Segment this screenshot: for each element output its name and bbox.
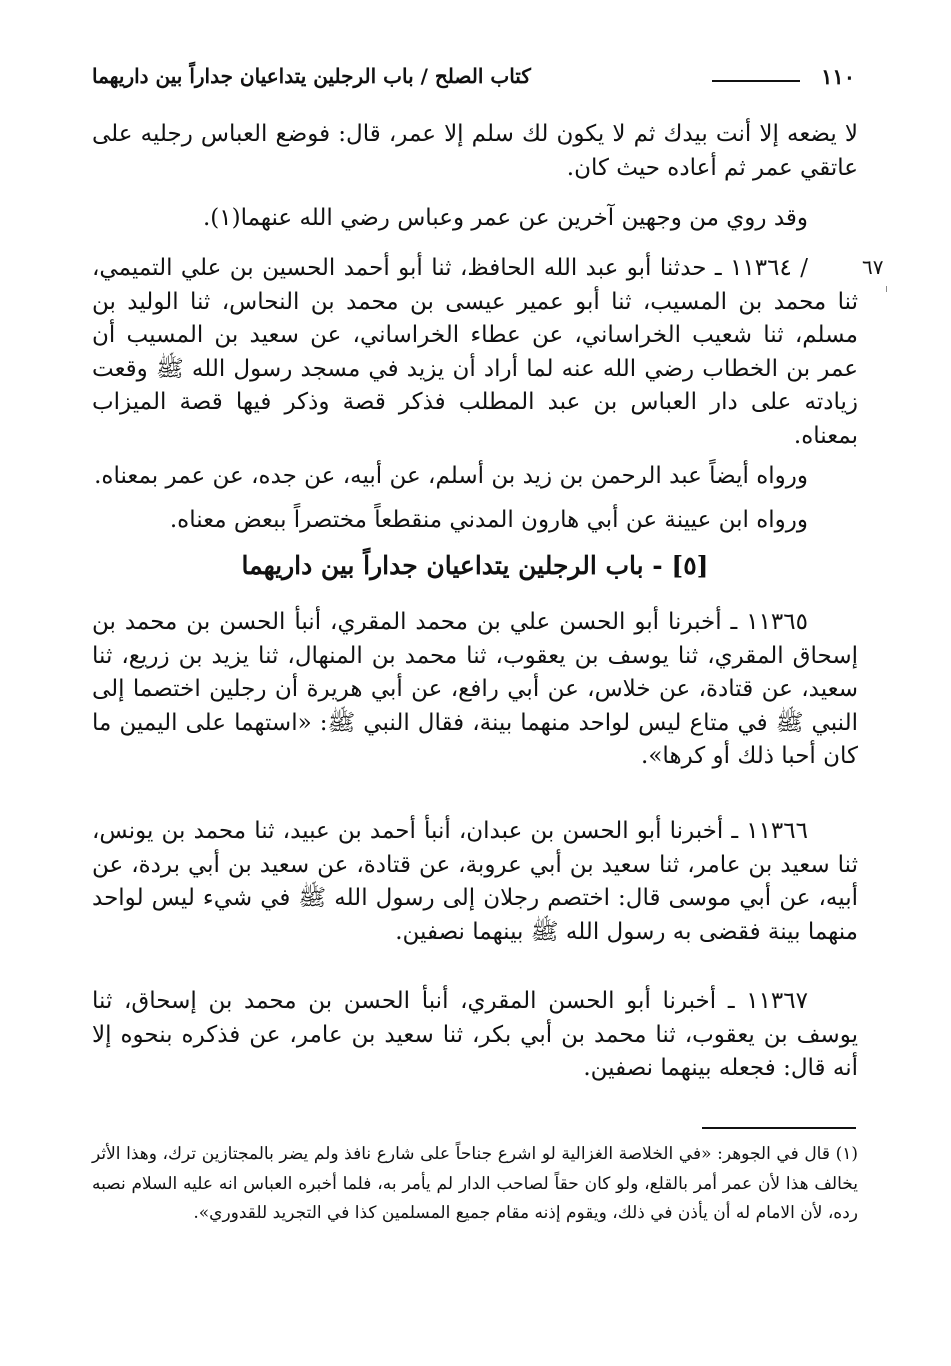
paragraph: لا يضعه إلا أنت بيدك ثم لا يكون لك سلم إلا عمر، قال: فوضع العباس رجليه على عاتقي عمر ثم أعاده حيث كان. <box>92 121 858 181</box>
footnote-separator <box>702 1127 856 1129</box>
text-block-4 <box>92 460 858 494</box>
paragraph: / ١١٣٦٤ ـ حدثنا أبو عبد الله الحافظ، ثنا أبو أحمد الحسين بن علي التميمي، ثنا محمد بن المسيب، ثنا أبو عمير عيسى بن محمد بن النحاس، ثنا الوليد بن مسلم، ثنا شعيب الخراساني، عن عطاء الخراساني، عن سعيد بن المسيب أن عمر بن الخطاب رضي الله عنه لما أراد أن يزيد في مسجد رسول الله ﷺ وقعت زيادته على دار العباس بن عبد المطلب فذكر قصة وذكر فيها قصة الميزاب بمعناه. <box>92 255 858 449</box>
paragraph: ورواه أيضاً عبد الرحمن بن زيد بن أسلم، عن أبيه، عن جده، عن عمر بمعناه. <box>94 463 808 489</box>
header-rule <box>712 80 800 82</box>
paragraph: ورواه ابن عيينة عن أبي هارون المدني منقطعاً مختصراً ببعض معناه. <box>169 507 808 533</box>
footnote-text: (١) قال في الجوهر: «في الخلاصة الغزالية لو اشرع جناحاً على شارع نافذ ولم يضر بالمجتازين ترك، وهذا الأثر يخالف هذا لأن عمر أمر بالقلع، ولو كان حقاً لصاحب الدار لم يأمر به، فلما أخبره العباس انه عليه السلام نصبه رده، لأن الامام له أن يأذن في ذلك، ويقوم إذنه مقام جميع المسلمين كذا في التجريد للقدوري». <box>92 1144 858 1223</box>
paragraph: ١١٣٦٧ ـ أخبرنا أبو الحسن المقري، أنبأ الحسن بن محمد بن إسحاق، ثنا يوسف بن يعقوب، ثنا محمد بن أبي بكر، ثنا سعيد بن عامر، عن فذكره بنحوه إلا أنه قال: فجعله بينهما نصفين. <box>92 988 858 1081</box>
page-number: ١١٠ <box>821 64 855 89</box>
footnote <box>92 1140 858 1229</box>
hadith-11365 <box>92 606 858 774</box>
running-title: كتاب الصلح / باب الرجلين يتداعيان جداراً بين داريهما <box>92 64 531 88</box>
text-block-1 <box>92 118 858 185</box>
hadith-11364 <box>92 252 858 453</box>
hadith-11367 <box>92 985 858 1086</box>
paragraph: ١١٣٦٦ ـ أخبرنا أبو الحسن بن عبدان، أنبأ أحمد بن عبيد، ثنا محمد بن يونس، ثنا سعيد بن عامر، ثنا سعيد بن أبي عروبة، عن قتادة، عن سعيد بن أبي بردة، عن أبيه، عن أبي موسى قال: اختصم رجلان إلى رسول الله ﷺ في شيء ليس لواحد منهما بينة فقضى به رسول الله ﷺ بينهما نصفين. <box>92 818 858 945</box>
margin-page-marker: ٦٧ <box>862 255 884 279</box>
margin-tick <box>886 286 887 292</box>
hadith-11366 <box>92 815 858 949</box>
paragraph: وقد روي من وجهين آخرين عن عمر وعباس رضي الله عنهما(١). <box>202 205 808 231</box>
text-block-5 <box>92 504 858 538</box>
page-header <box>92 60 855 96</box>
chapter-heading: [٥] - باب الرجلين يتداعيان جداراً بين داريهما <box>241 551 709 580</box>
paragraph: ١١٣٦٥ ـ أخبرنا أبو الحسن علي بن محمد المقري، أنبأ الحسن بن محمد بن إسحاق المقري، ثنا يوسف بن يعقوب، ثنا محمد بن المنهال، ثنا يزيد بن زريع، ثنا سعيد، عن قتادة، عن خلاس، عن أبي رافع، عن أبي هريرة أن رجلين اختصما إلى النبي ﷺ في متاع ليس لواحد منهما بينة، فقال النبي ﷺ: «استهما على اليمين ما كان أحبا ذلك أو كرها». <box>92 609 858 769</box>
text-block-2 <box>92 202 858 236</box>
